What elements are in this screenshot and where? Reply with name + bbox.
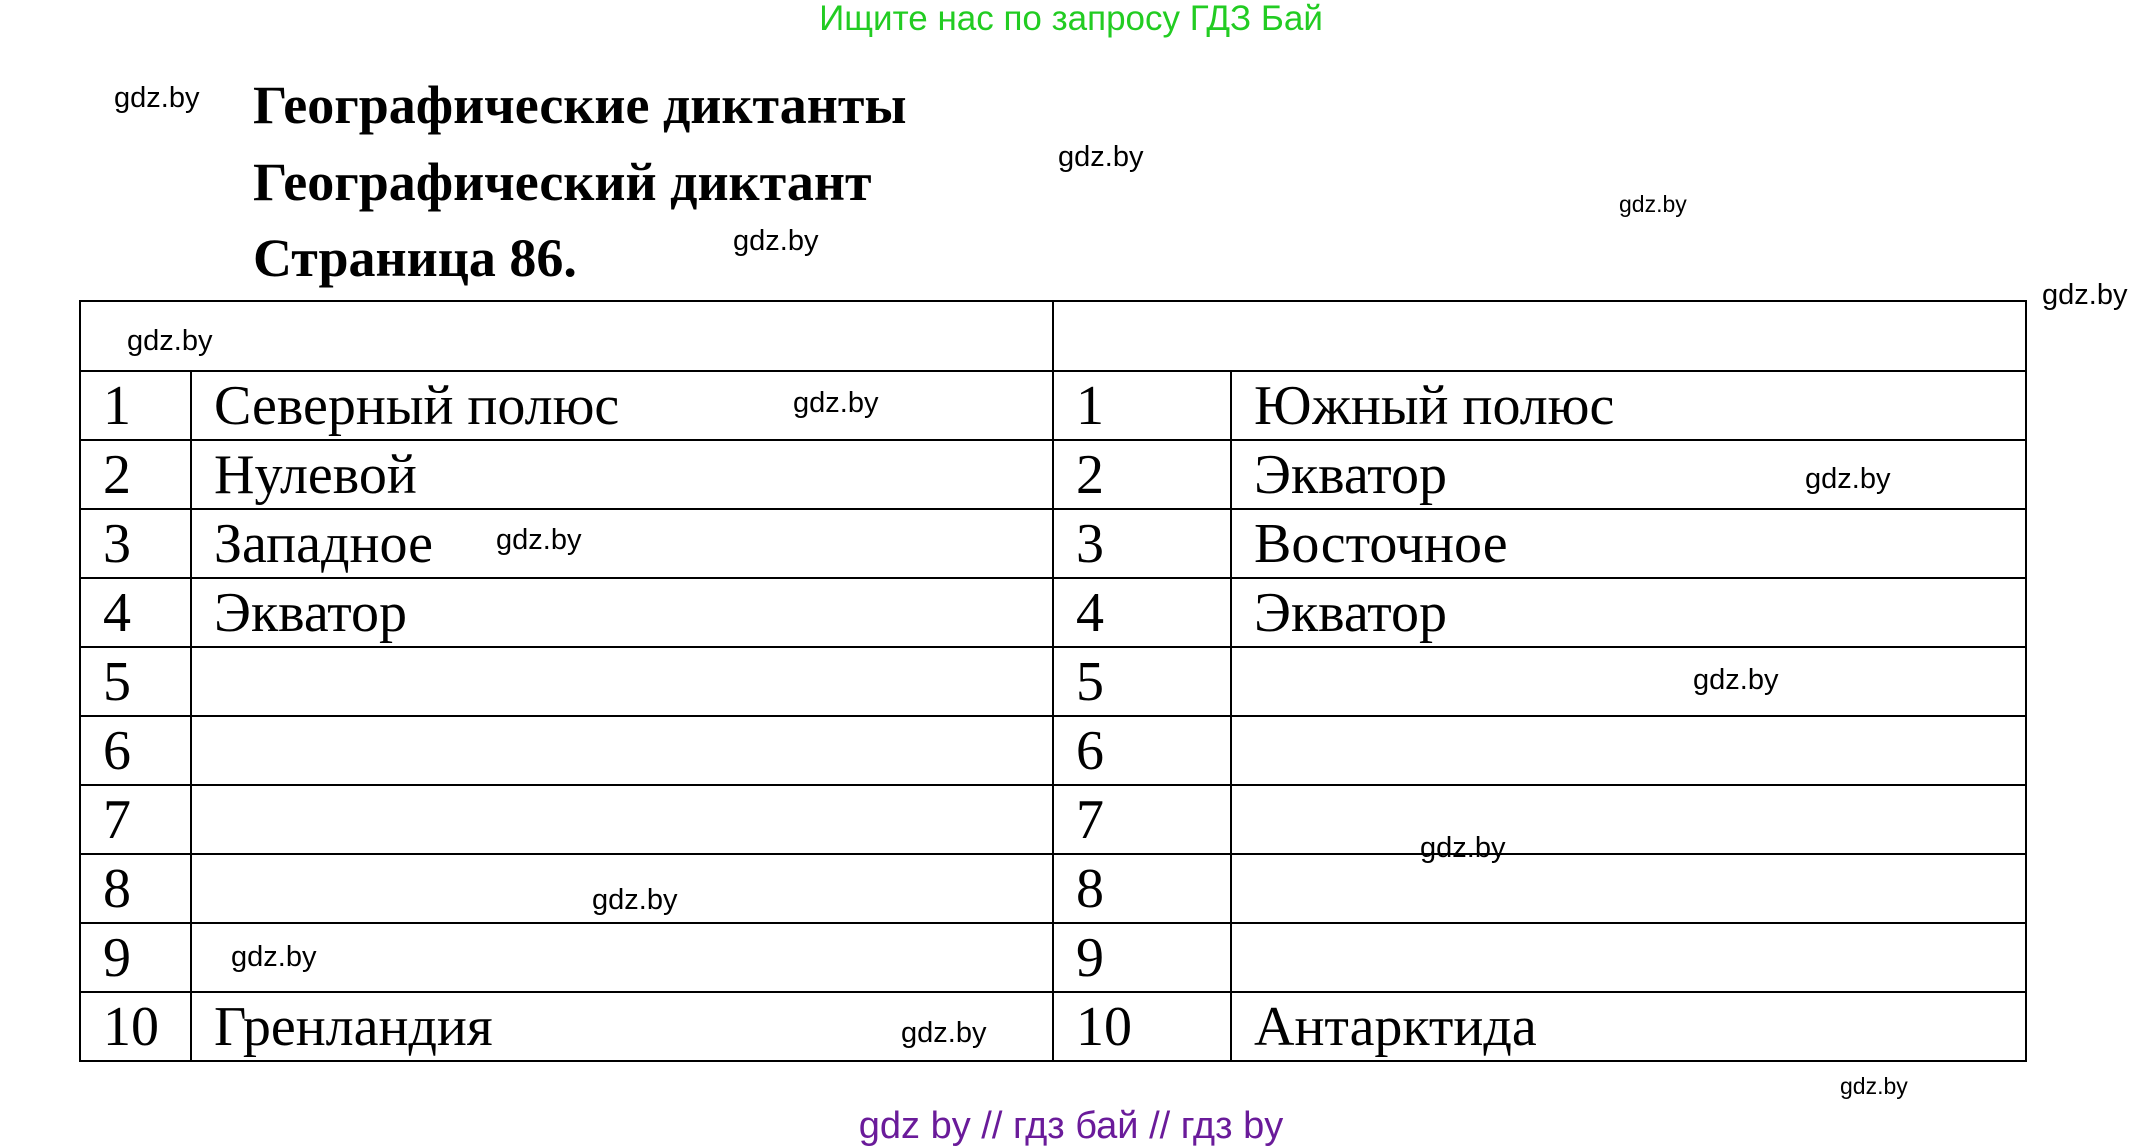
right-answer-cell [1231, 923, 2026, 992]
left-answer-cell: Нулевой [191, 440, 1053, 509]
left-answer-cell [191, 647, 1053, 716]
page-number-heading: Страница 86. [253, 228, 577, 288]
left-answer-cell: Западное [191, 509, 1053, 578]
watermark: gdz.by [793, 387, 879, 419]
left-number-cell: 2 [80, 440, 191, 509]
watermark: gdz.by [1805, 463, 1891, 495]
table-row [80, 785, 2026, 854]
left-number-cell: 7 [80, 785, 191, 854]
watermark: gdz.by [1058, 141, 1144, 173]
right-number-cell: 1 [1053, 371, 1231, 440]
left-answer-cell: Экватор [191, 578, 1053, 647]
watermark: gdz.by [1693, 664, 1779, 696]
header-cell-left [80, 301, 1053, 371]
right-answer-cell [1231, 647, 2026, 716]
left-answer-cell: Северный полюс [191, 371, 1053, 440]
right-answer-cell: Южный полюс [1231, 371, 2026, 440]
watermark: gdz.by [231, 941, 317, 973]
left-number-cell: 3 [80, 509, 191, 578]
left-answer-cell [191, 923, 1053, 992]
table-row [80, 992, 2026, 1061]
right-number-cell: 7 [1053, 785, 1231, 854]
left-number-cell: 8 [80, 854, 191, 923]
right-number-cell: 6 [1053, 716, 1231, 785]
table-header-row [80, 301, 2026, 371]
watermark: gdz.by [2042, 279, 2128, 311]
left-answer-cell [191, 785, 1053, 854]
left-number-cell: 1 [80, 371, 191, 440]
watermark: gdz.by [127, 325, 213, 357]
left-number-cell: 5 [80, 647, 191, 716]
right-number-cell: 4 [1053, 578, 1231, 647]
table-row [80, 509, 2026, 578]
footer-links: gdz by // гдз бай // гдз by [858, 1105, 1284, 1147]
table-row [80, 716, 2026, 785]
left-number-cell: 6 [80, 716, 191, 785]
right-answer-cell [1231, 716, 2026, 785]
watermark: gdz.by [592, 884, 678, 916]
right-number-cell: 10 [1053, 992, 1231, 1061]
right-answer-cell [1231, 854, 2026, 923]
right-number-cell: 9 [1053, 923, 1231, 992]
right-number-cell: 3 [1053, 509, 1231, 578]
watermark: gdz.by [733, 225, 819, 257]
watermark: gdz.by [901, 1017, 987, 1049]
table-row [80, 578, 2026, 647]
right-number-cell: 8 [1053, 854, 1231, 923]
watermark: gdz.by [496, 524, 582, 556]
top-banner: Ищите нас по запросу ГДЗ Бай [819, 0, 1323, 38]
right-number-cell: 2 [1053, 440, 1231, 509]
watermark: gdz.by [114, 82, 200, 114]
right-number-cell: 5 [1053, 647, 1231, 716]
right-answer-cell: Экватор [1231, 440, 2026, 509]
left-number-cell: 4 [80, 578, 191, 647]
heading-dictation: Географический диктант [253, 152, 872, 212]
left-answer-cell [191, 716, 1053, 785]
header-cell-right [1053, 301, 2026, 371]
right-answer-cell: Антарктида [1231, 992, 2026, 1061]
watermark: gdz.by [1420, 832, 1506, 864]
left-number-cell: 9 [80, 923, 191, 992]
watermark: gdz.by [1619, 191, 1687, 217]
watermark: gdz.by [1840, 1073, 1908, 1099]
heading-collection: Географические диктанты [253, 75, 907, 135]
left-answer-cell: Гренландия [191, 992, 1053, 1061]
right-answer-cell [1231, 785, 2026, 854]
right-answer-cell: Восточное [1231, 509, 2026, 578]
left-number-cell: 10 [80, 992, 191, 1061]
table-row [80, 923, 2026, 992]
table-row [80, 371, 2026, 440]
table-row [80, 854, 2026, 923]
right-answer-cell: Экватор [1231, 578, 2026, 647]
table-row [80, 440, 2026, 509]
